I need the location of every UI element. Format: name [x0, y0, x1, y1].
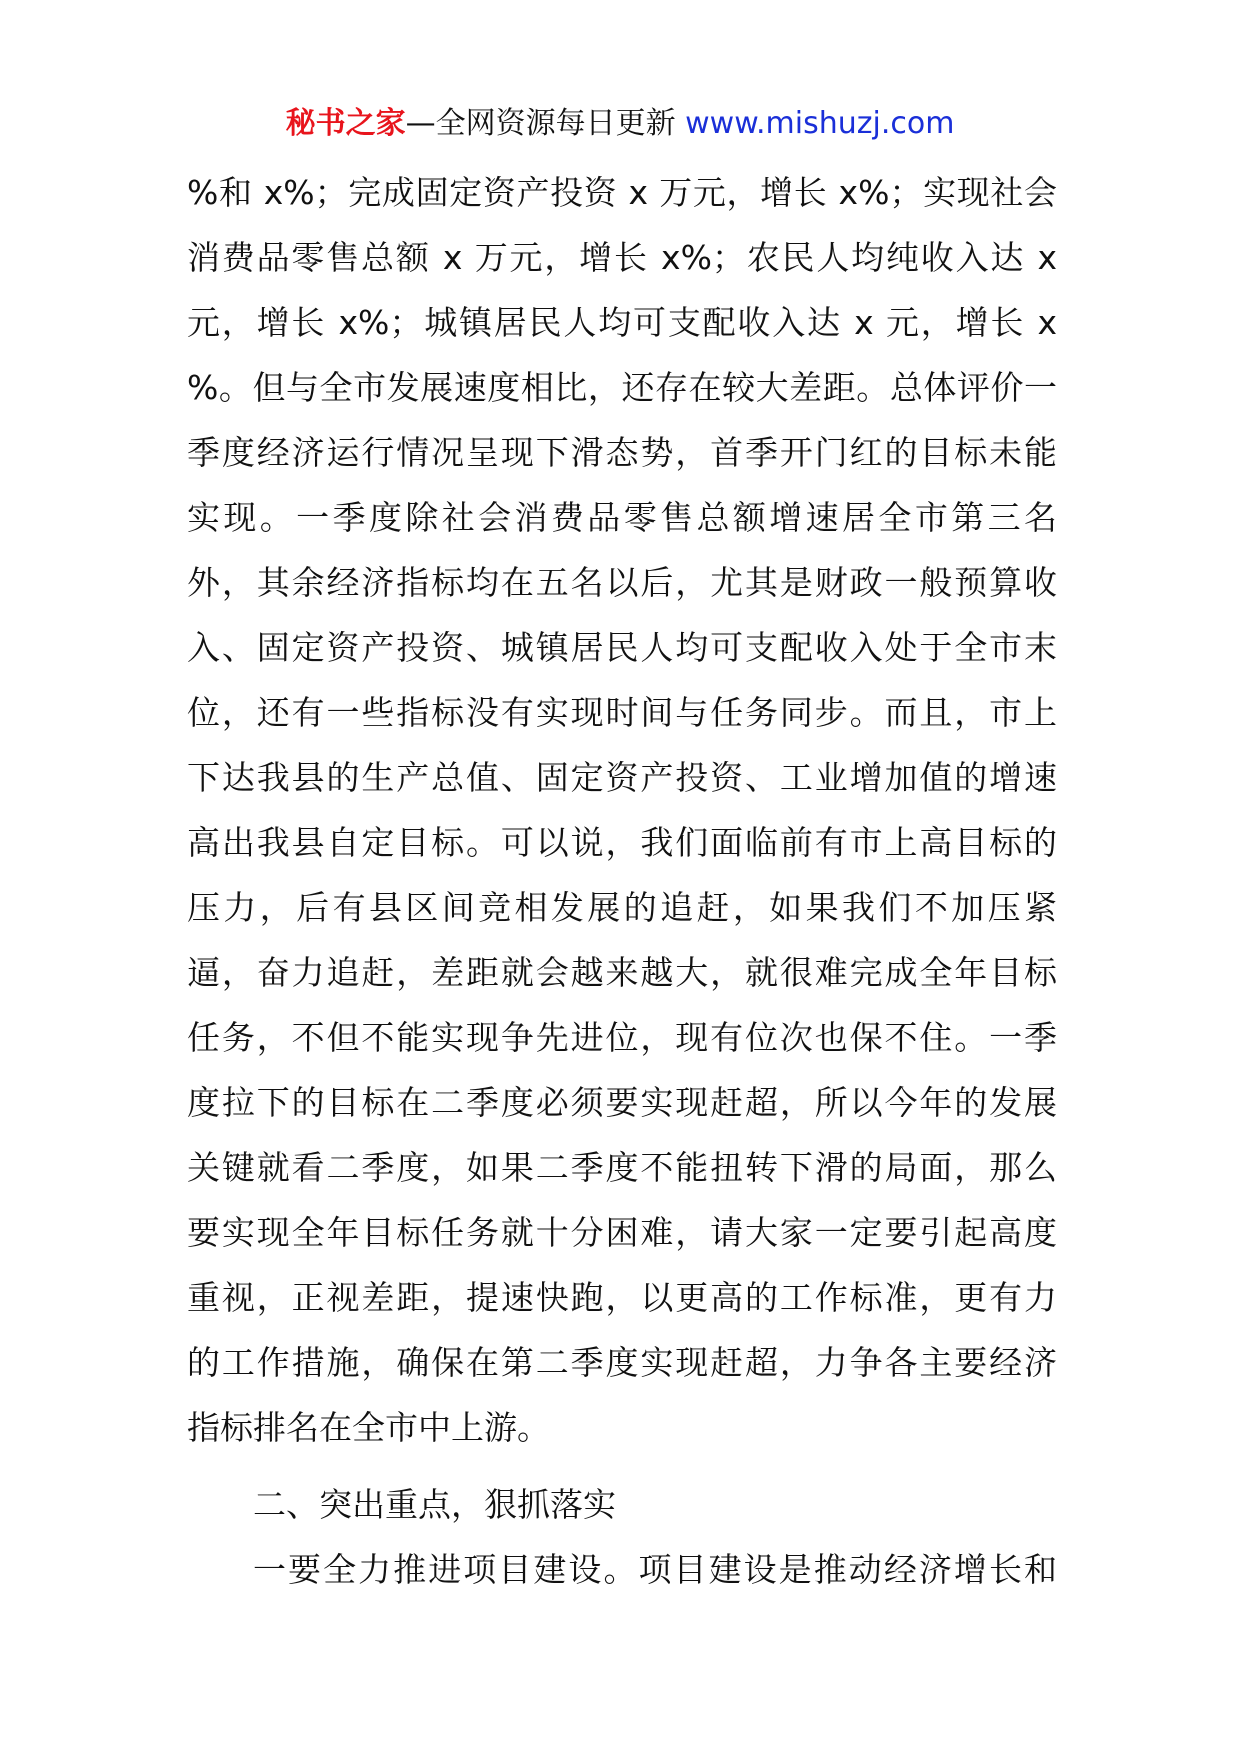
text-line: 消费品零售总额 x 万元，增长 x%；农民人均纯收入达 x: [187, 238, 1057, 277]
text-line: 指标排名在全市中上游。: [187, 1408, 550, 1447]
text-line: 度拉下的目标在二季度必须要实现赶超，所以今年的发展: [187, 1083, 1057, 1122]
text-line: 高出我县自定目标。可以说，我们面临前有市上高目标的: [187, 823, 1057, 862]
document-body: [187, 160, 1057, 1602]
site-url-link[interactable]: www.mishuzj.com: [685, 106, 955, 141]
text-line: %。但与全市发展速度相比，还存在较大差距。总体评价一: [187, 368, 1057, 407]
text-line: 位，还有一些指标没有实现时间与任务同步。而且，市上: [187, 693, 1057, 732]
section-heading: 二、突出重点，狠抓落实: [253, 1485, 616, 1524]
text-line: 关键就看二季度，如果二季度不能扭转下滑的局面，那么: [187, 1148, 1057, 1187]
body-paragraph: [187, 160, 1057, 1460]
text-line: 压力，后有县区间竞相发展的追赶，如果我们不加压紧: [187, 888, 1057, 927]
text-line: 外，其余经济指标均在五名以后，尤其是财政一般预算收: [187, 563, 1057, 602]
text-line: %和 x%；完成固定资产投资 x 万元，增长 x%；实现社会: [187, 173, 1057, 212]
paragraph-first-line: 一要全力推进项目建设。项目建设是推动经济增长和: [253, 1550, 1057, 1589]
text-line: 实现。一季度除社会消费品零售总额增速居全市第三名: [187, 498, 1057, 537]
text-line: 下达我县的生产总值、固定资产投资、工业增加值的增速: [187, 758, 1057, 797]
brand-name: 秘书之家: [285, 106, 406, 141]
text-line: 重视，正视差距，提速快跑，以更高的工作标准，更有力: [187, 1278, 1057, 1317]
text-line: 逼，奋力追赶，差距就会越来越大，就很难完成全年目标: [187, 953, 1057, 992]
text-line: 季度经济运行情况呈现下滑态势，首季开门红的目标未能: [187, 433, 1057, 472]
text-line: 任务，不但不能实现争先进位，现有位次也保不住。一季: [187, 1018, 1057, 1057]
page-header: [0, 100, 1240, 148]
header-tagline: —全网资源每日更新: [405, 106, 676, 141]
text-line: 入、固定资产投资、城镇居民人均可支配收入处于全市末: [187, 628, 1057, 667]
text-line: 元，增长 x%；城镇居民人均可支配收入达 x 元，增长 x: [187, 303, 1057, 342]
text-line: 要实现全年目标任务就十分困难，请大家一定要引起高度: [187, 1213, 1057, 1252]
text-line: 的工作措施，确保在第二季度实现赶超，力争各主要经济: [187, 1343, 1057, 1382]
